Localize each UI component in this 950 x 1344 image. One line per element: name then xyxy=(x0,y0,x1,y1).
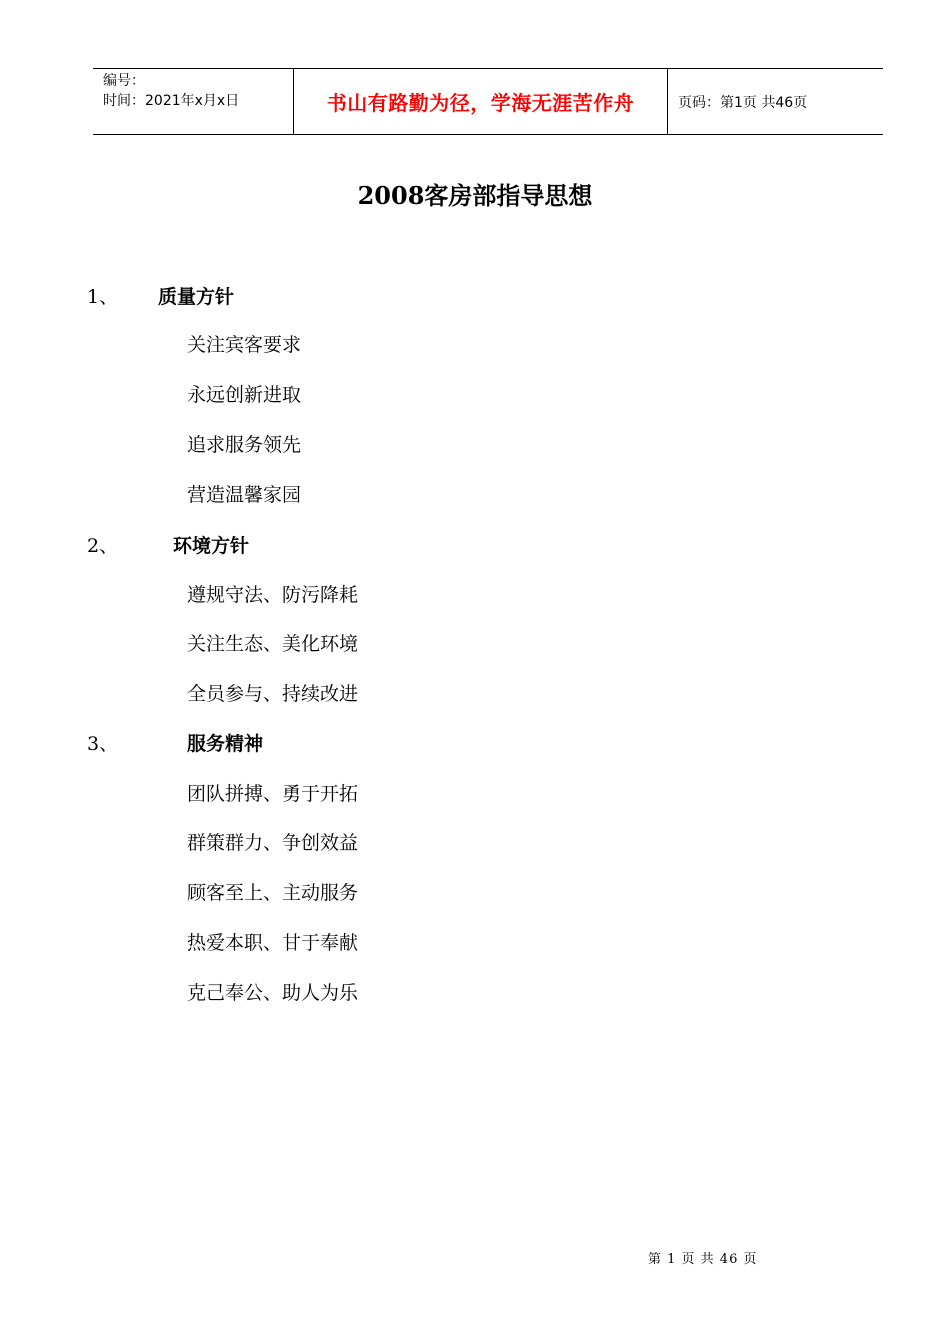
list-item: 全员参与、持续改进 xyxy=(187,683,359,705)
time-label: 时间：2021年x月x日 xyxy=(103,93,240,109)
list-item: 克己奉公、助人为乐 xyxy=(187,982,359,1004)
section-heading: 质量方针 xyxy=(158,286,235,308)
list-item: 热爱本职、甘于奉献 xyxy=(187,932,359,954)
section-heading: 环境方针 xyxy=(173,535,250,557)
list-item: 顾客至上、主动服务 xyxy=(187,882,359,904)
section-quality-policy xyxy=(87,282,234,309)
section-service-spirit xyxy=(87,729,263,756)
list-item: 遵规守法、防污降耗 xyxy=(187,584,359,606)
list-item: 团队拼搏、勇于开拓 xyxy=(187,783,359,805)
header-meta-cell xyxy=(93,69,294,134)
section-environment-policy xyxy=(87,531,249,558)
section-heading: 服务精神 xyxy=(187,733,264,755)
list-item: 关注宾客要求 xyxy=(187,334,302,356)
header-motto: 书山有路勤为径，学海无涯苦作舟 xyxy=(294,69,668,134)
page-title: 2008客房部指导思想 xyxy=(357,181,593,210)
section-number: 2、 xyxy=(87,535,119,557)
list-item: 关注生态、美化环境 xyxy=(187,633,359,655)
list-item: 永远创新进取 xyxy=(187,384,302,406)
section-number: 3、 xyxy=(87,733,119,755)
list-item: 营造温馨家园 xyxy=(187,484,302,506)
list-item: 群策群力、争创效益 xyxy=(187,832,359,854)
serial-number-label: 编号： xyxy=(103,73,145,89)
header-page-info: 页码：第1页 共46页 xyxy=(678,94,808,111)
section-number: 1、 xyxy=(87,286,119,308)
list-item: 追求服务领先 xyxy=(187,434,302,456)
page-footer: 第 1 页 共 46 页 xyxy=(648,1252,758,1267)
document-header xyxy=(93,68,883,135)
